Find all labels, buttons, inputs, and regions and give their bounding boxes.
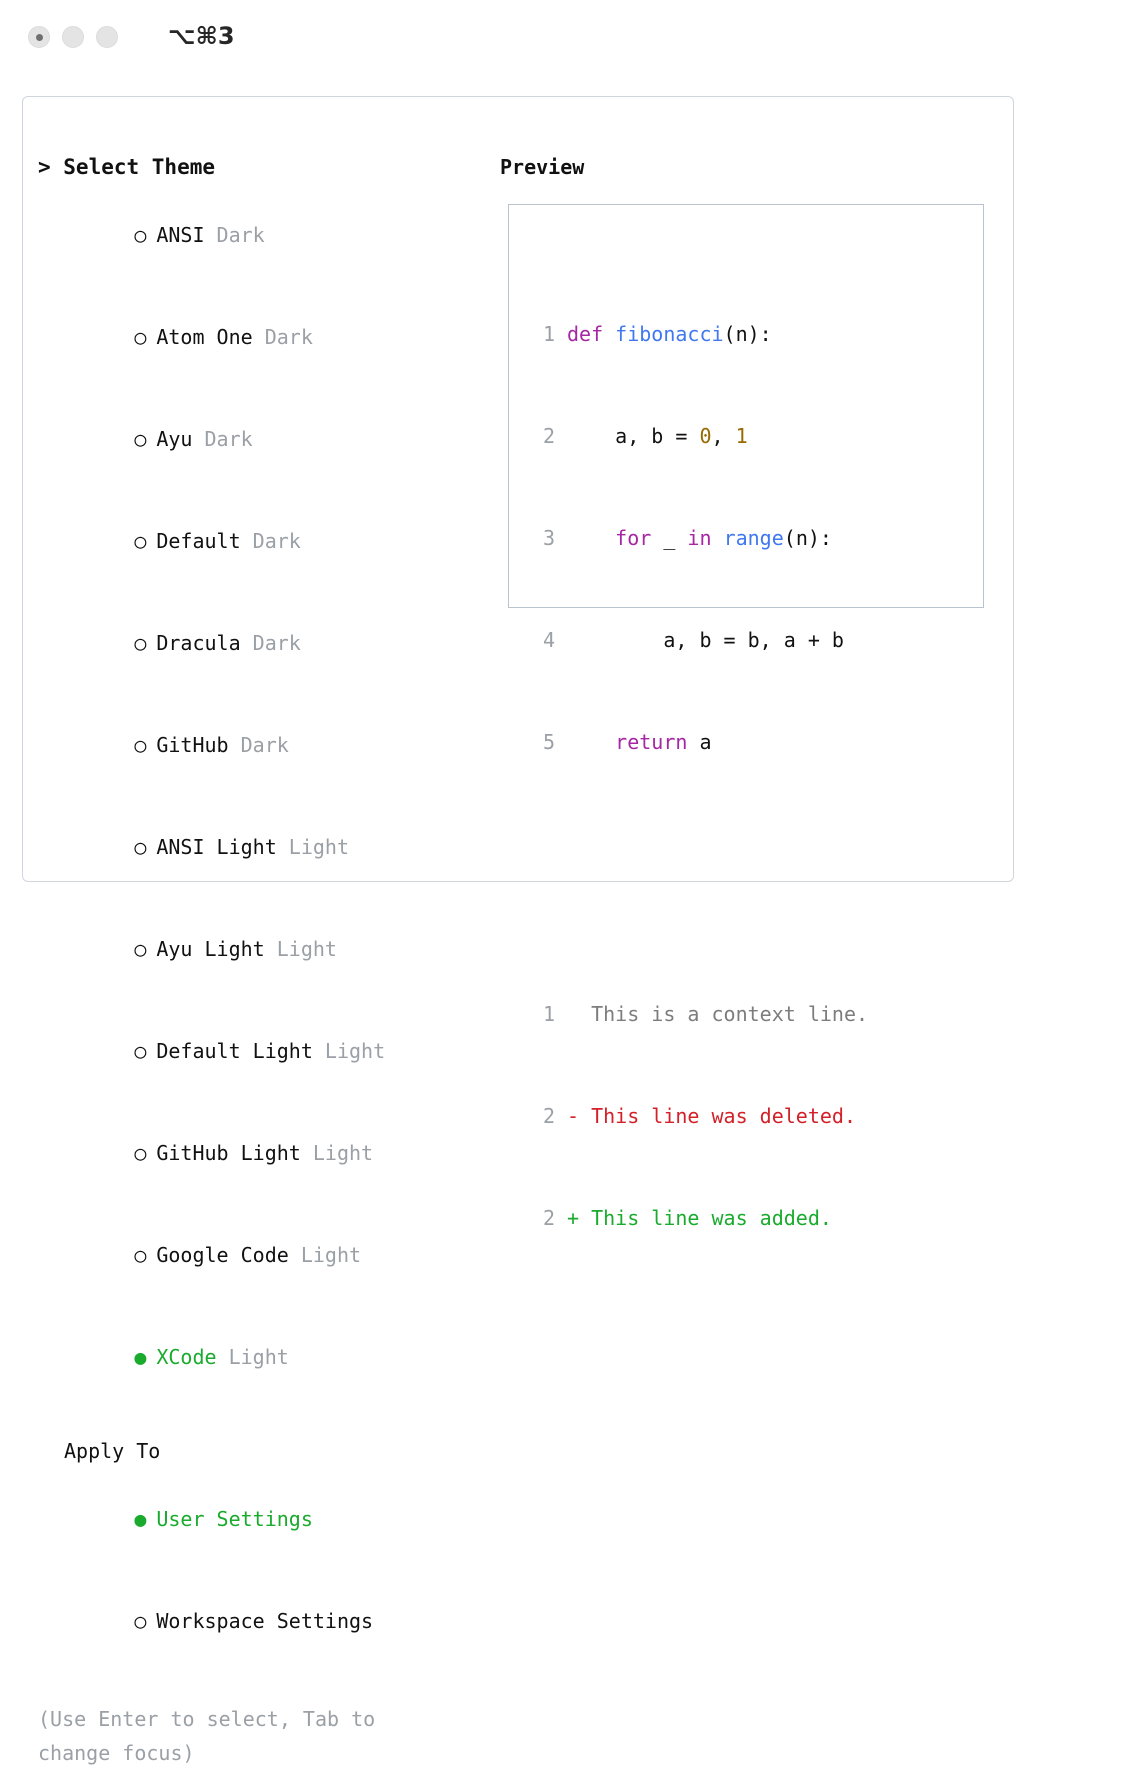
code-token: range (723, 526, 784, 550)
theme-variant: Light (276, 937, 337, 961)
radio-icon: ○ (134, 223, 147, 247)
line-number: 2 (542, 424, 555, 448)
code-token: fibonacci (615, 322, 724, 346)
code-token: a, b = (567, 424, 700, 448)
theme-variant: Light (228, 1345, 289, 1369)
code-spacer (529, 861, 868, 895)
theme-variant: Dark (204, 427, 253, 451)
theme-option[interactable] (38, 898, 478, 1000)
radio-selected-icon: ● (134, 1507, 147, 1531)
line-number: 1 (542, 1002, 555, 1026)
window-dot-close-icon[interactable] (28, 26, 50, 48)
theme-name: Atom One (156, 325, 253, 349)
theme-option[interactable] (38, 184, 478, 286)
theme-variant: Light (312, 1141, 374, 1165)
theme-name: ANSI Light (156, 835, 277, 859)
theme-variant: Dark (252, 529, 301, 553)
theme-variant: Dark (264, 325, 313, 349)
radio-icon: ○ (134, 1609, 147, 1633)
theme-name: Ayu Light (156, 937, 265, 961)
code-token: return (615, 730, 688, 754)
theme-option[interactable] (38, 694, 478, 796)
theme-variant: Dark (240, 733, 289, 757)
radio-icon: ○ (134, 631, 147, 655)
code-token: _ (651, 526, 688, 550)
select-theme-header: > Select Theme (38, 155, 216, 179)
diff-line-added (529, 1201, 868, 1235)
preview-box (508, 204, 984, 1230)
theme-option[interactable] (38, 286, 478, 388)
code-line (529, 419, 868, 453)
line-number: 2 (542, 1206, 555, 1230)
code-token (712, 526, 724, 550)
diff-line-deleted (529, 1099, 868, 1133)
theme-option[interactable] (38, 796, 478, 898)
theme-name: Dracula (156, 631, 241, 655)
code-preview (529, 249, 868, 1303)
theme-option[interactable] (38, 490, 478, 592)
line-number: 2 (542, 1104, 555, 1128)
apply-option-workspace-settings[interactable] (38, 1570, 478, 1672)
code-token (567, 730, 615, 754)
theme-name: ANSI (156, 223, 205, 247)
theme-option[interactable] (38, 592, 478, 694)
code-token: for (615, 526, 652, 550)
code-token: in (687, 526, 712, 550)
diff-line-context (529, 997, 868, 1031)
theme-variant: Dark (216, 223, 265, 247)
radio-icon: ○ (134, 733, 147, 757)
line-number: 5 (542, 730, 555, 754)
theme-variant: Light (288, 835, 350, 859)
theme-list-column (38, 150, 478, 1770)
theme-name: Google Code (156, 1243, 289, 1267)
theme-name: GitHub (156, 733, 229, 757)
theme-name: Default (156, 529, 241, 553)
apply-option-label: Workspace Settings (156, 1609, 374, 1633)
keyboard-hint-text: (Use Enter to select, Tab to change focus) (38, 1707, 388, 1765)
theme-list[interactable] (38, 184, 478, 1408)
radio-icon: ○ (134, 1243, 147, 1267)
diff-text: This is a context line. (567, 1002, 869, 1026)
apply-to-list[interactable] (38, 1468, 478, 1672)
theme-name: XCode (156, 1345, 217, 1369)
apply-option-user-settings[interactable] (38, 1468, 478, 1570)
radio-icon: ○ (134, 325, 147, 349)
code-line (529, 317, 868, 351)
line-number: 4 (542, 628, 555, 652)
theme-option-selected[interactable] (38, 1306, 478, 1408)
theme-option[interactable] (38, 1000, 478, 1102)
radio-icon: ○ (134, 529, 147, 553)
theme-option[interactable] (38, 388, 478, 490)
theme-variant: Dark (252, 631, 301, 655)
window-dot-minimize-icon[interactable] (62, 26, 84, 48)
code-token: (n): (783, 526, 832, 550)
code-token: a (687, 730, 712, 754)
code-token: 1 (735, 424, 748, 448)
code-token: a, b = b, a + b (567, 628, 844, 652)
window-controls[interactable] (28, 26, 118, 48)
radio-icon: ○ (134, 1141, 147, 1165)
code-token: def (567, 322, 616, 346)
theme-option[interactable] (38, 1204, 478, 1306)
window-titlebar (0, 0, 1140, 78)
radio-icon: ○ (134, 427, 147, 451)
code-token: (n): (723, 322, 772, 346)
theme-variant: Light (324, 1039, 386, 1063)
preview-title: Preview (500, 155, 585, 179)
line-number: 1 (542, 322, 555, 346)
theme-option[interactable] (38, 1102, 478, 1204)
radio-selected-icon: ● (134, 1345, 147, 1369)
radio-icon: ○ (134, 835, 147, 859)
code-line (529, 521, 868, 555)
radio-icon: ○ (134, 937, 147, 961)
code-token (567, 526, 615, 550)
diff-text: + This line was added. (567, 1206, 832, 1230)
window-dot-maximize-icon[interactable] (96, 26, 118, 48)
line-number: 3 (542, 526, 555, 550)
diff-text: - This line was deleted. (567, 1104, 856, 1128)
code-token: 0 (699, 424, 712, 448)
theme-name: Ayu (156, 427, 193, 451)
code-token: , (711, 424, 736, 448)
apply-to-label: Apply To (64, 1439, 161, 1463)
keyboard-shortcut-label: ⌥⌘3 (168, 22, 235, 50)
radio-icon: ○ (134, 1039, 147, 1063)
preview-column (500, 150, 1000, 1230)
code-line (529, 623, 868, 657)
theme-name: GitHub Light (156, 1141, 301, 1165)
theme-name: Default Light (156, 1039, 313, 1063)
code-line (529, 725, 868, 759)
theme-variant: Light (300, 1243, 362, 1267)
apply-option-label: User Settings (156, 1507, 313, 1531)
